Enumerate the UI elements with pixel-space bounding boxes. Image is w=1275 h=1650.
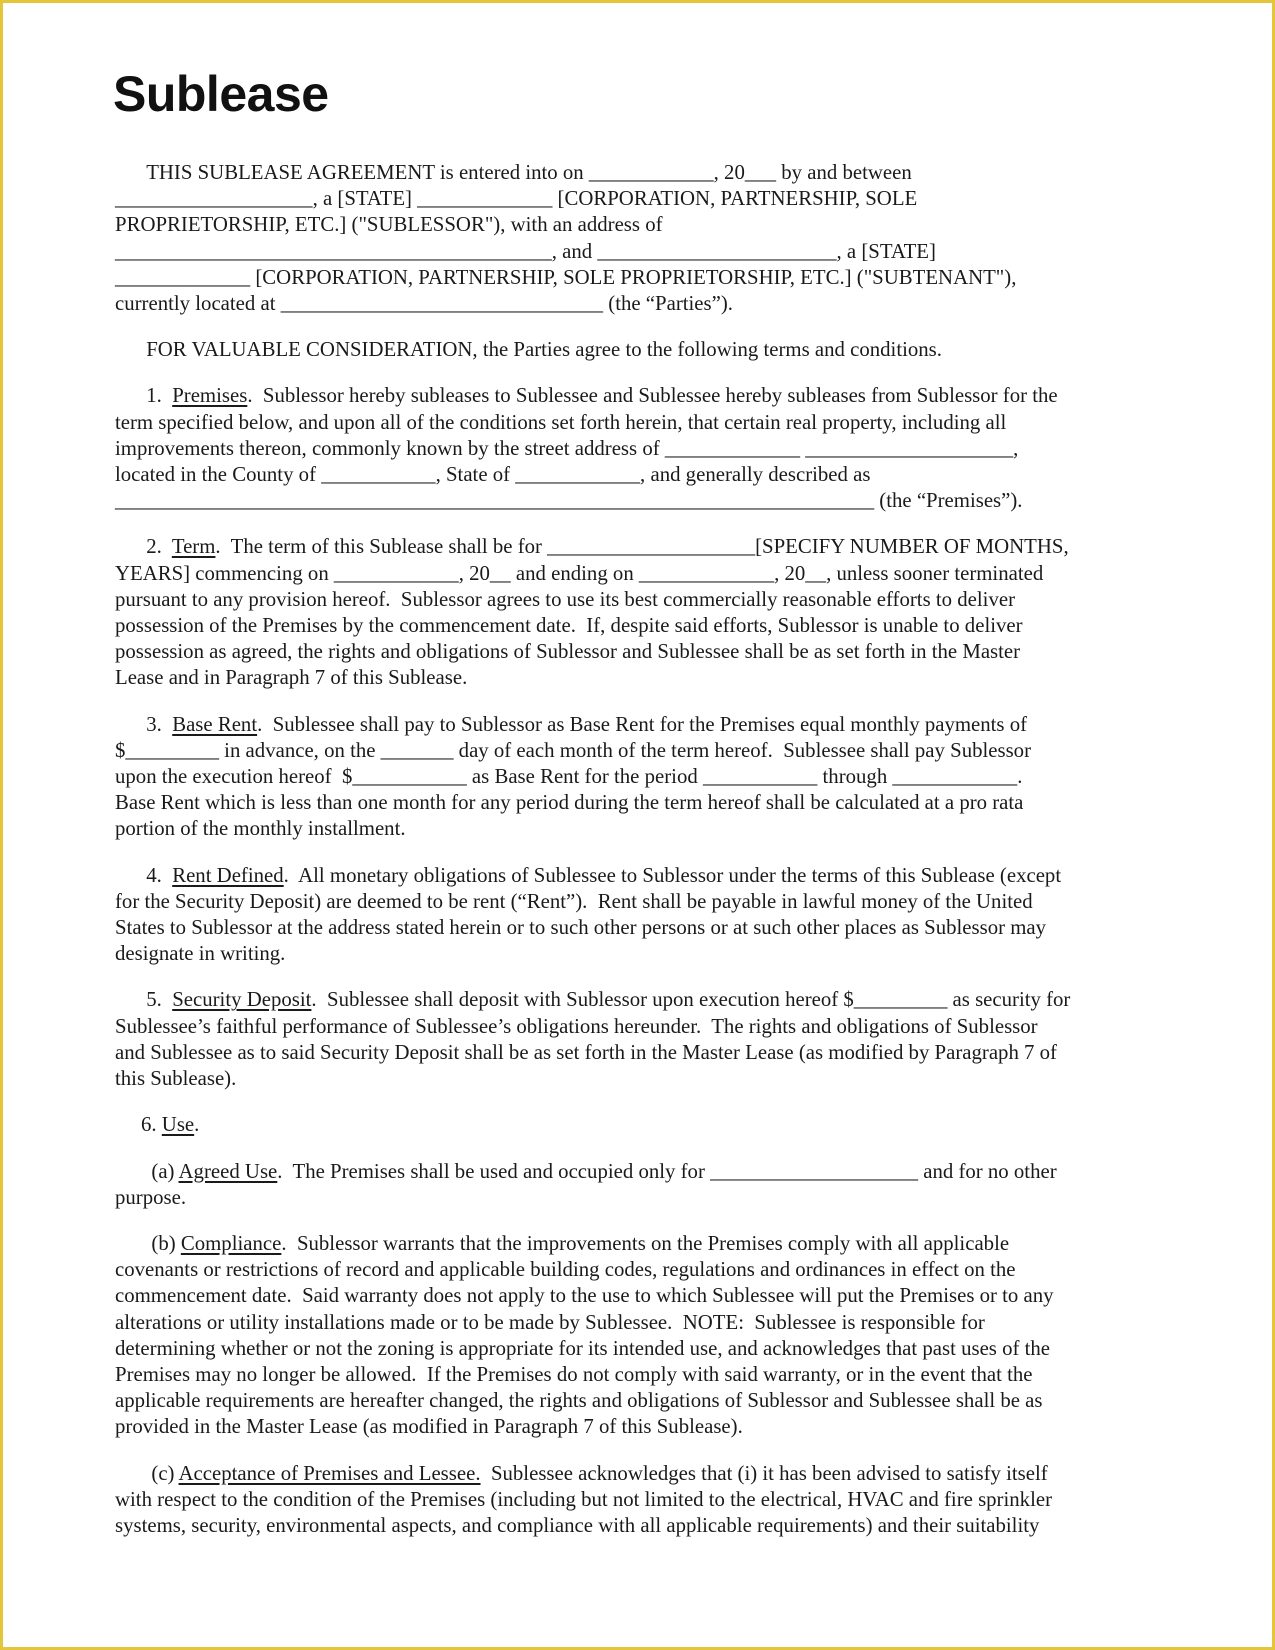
section-line: YEARS] commencing on ____________, 20__ and ending on _____________, 20__, unless sooner terminated (115, 561, 1044, 585)
section-heading: Security Deposit (172, 988, 312, 1012)
section-line: upon the execution hereof $___________ as Base Rent for the period ___________ through ____________. (115, 765, 1023, 789)
section-line: with respect to the condition of the Premises (including but not limited to the electrical, HVAC and fire sprinkler (115, 1487, 1052, 1511)
section-heading: Term (171, 535, 216, 559)
section-base-rent (115, 712, 1173, 843)
section-term (115, 534, 1173, 691)
section-rent-defined (115, 863, 1173, 968)
section-line: covenants or restrictions of record and applicable building codes, regulations and ordinances in effect on the (115, 1258, 1016, 1282)
intro-line: __________________________________________, and _______________________, a [STATE] (115, 239, 936, 263)
consideration-line: FOR VALUABLE CONSIDERATION, the Parties agree to the following terms and conditions. (115, 338, 942, 362)
section-text: Sublessee acknowledges that (i) it has been advised to satisfy itself (480, 1461, 1048, 1485)
section-heading: Base Rent (172, 712, 258, 736)
section-text: . Sublessor hereby subleases to Sublessee and Sublessee hereby subleases from Sublessor for the (247, 384, 1058, 408)
section-text: . The term of this Sublease shall be for ____________________[SPECIFY NUMBER OF MONTHS, (215, 535, 1069, 559)
section-heading: Compliance (180, 1231, 282, 1255)
section-security-deposit (115, 987, 1173, 1092)
section-line: and Sublessee as to said Security Deposit shall be as set forth in the Master Lease (as modified by Paragraph 7 of (115, 1040, 1057, 1064)
section-text: . Sublessee shall pay to Sublessor as Base Rent for the Premises equal monthly payments of (257, 712, 1028, 736)
section-first-line (115, 863, 1173, 889)
section-line: _________________________________________________________________________ (the “Premises”). (115, 489, 1023, 513)
section-line: portion of the monthly installment. (115, 817, 406, 841)
section-number: (c) (115, 1461, 179, 1485)
consideration-paragraph (115, 337, 1173, 363)
section-heading: Agreed Use (178, 1159, 278, 1183)
section-first-line (115, 534, 1173, 560)
section-first-line (115, 987, 1173, 1013)
section-text: . The Premises shall be used and occupied only for ____________________ and for no other (277, 1159, 1057, 1183)
section-text: . (194, 1113, 200, 1137)
section-number: 1. (115, 384, 173, 408)
intro-line: _____________ [CORPORATION, PARTNERSHIP, SOLE PROPRIETORSHIP, ETC.] ("SUBTENANT"), (115, 265, 1017, 289)
section-line: States to Sublessor at the address stated herein or to such other persons or at such other places as Sublessor may (115, 916, 1047, 940)
section-number: (b) (115, 1231, 181, 1255)
section-use (115, 1112, 1173, 1138)
intro-line: currently located at _______________________________ (the “Parties”). (115, 292, 733, 316)
section-line: located in the County of ___________, State of ____________, and generally described as (115, 463, 871, 487)
section-heading: Acceptance of Premises and Lessee. (178, 1461, 481, 1485)
section-line: $_________ in advance, on the _______ day of each month of the term hereof. Sublessee shall pay Sublessor (115, 738, 1032, 762)
section-line: this Sublease). (115, 1067, 237, 1091)
section-line: Lease and in Paragraph 7 of this Sublease. (115, 666, 468, 690)
section-first-line (115, 1159, 1173, 1185)
section-first-line (115, 1461, 1173, 1487)
subsection-agreed-use (115, 1159, 1173, 1211)
intro-line: ___________________, a [STATE] _____________ [CORPORATION, PARTNERSHIP, SOLE (115, 187, 918, 211)
section-line: provided in the Master Lease (as modified in Paragraph 7 of this Sublease). (115, 1415, 743, 1439)
section-line: Base Rent which is less than one month for any period during the term hereof shall be calculated at a pro rata (115, 791, 1024, 815)
intro-paragraph (115, 160, 1173, 317)
document-title: Sublease (113, 66, 329, 122)
section-number: 5. (115, 988, 173, 1012)
section-line: Premises may no longer be allowed. If the Premises do not comply with said warranty, or in the event that the (115, 1362, 1033, 1386)
section-number: (a) (115, 1159, 179, 1183)
section-heading: Use (161, 1113, 195, 1137)
intro-line: THIS SUBLEASE AGREEMENT is entered into on ____________, 20___ by and between (115, 161, 912, 184)
section-text: . All monetary obligations of Sublessee to Sublessor under the terms of this Sublease (except (283, 863, 1062, 887)
section-line: designate in writing. (115, 942, 286, 966)
subsection-acceptance (115, 1461, 1173, 1540)
section-line: improvements thereon, commonly known by the street address of _____________ ____________________, (115, 436, 1019, 460)
section-line: determining whether or not the zoning is appropriate for its intended use, and acknowledges that past uses of the (115, 1336, 1051, 1360)
section-line: alterations or utility installations made or to be made by Sublessee. NOTE: Sublessee is responsible for (115, 1310, 985, 1334)
section-line: possession of the Premises by the commencement date. If, despite said efforts, Sublessor is unable to deliver (115, 614, 1023, 638)
intro-line: PROPRIETORSHIP, ETC.] ("SUBLESSOR"), with an address of (115, 213, 663, 237)
section-line: Sublessee’s faithful performance of Sublessee’s obligations hereunder. The rights and obligations of Sublessor (115, 1014, 1038, 1038)
section-line: for the Security Deposit) are deemed to be rent (“Rent”). Rent shall be payable in lawful money of the United (115, 889, 1033, 913)
section-line: purpose. (115, 1185, 187, 1209)
section-heading: Rent Defined (172, 863, 284, 887)
section-number: 2. (115, 535, 172, 559)
document-body (115, 160, 1173, 1559)
section-first-line (115, 383, 1173, 409)
section-line: term specified below, and upon all of the conditions set forth herein, that certain real property, including all (115, 410, 1007, 434)
section-number: 6. (115, 1113, 162, 1137)
section-line: systems, security, environmental aspects, and compliance with all applicable requirements) and their suitability (115, 1513, 1040, 1537)
section-text: . Sublessor warrants that the improvements on the Premises comply with all applicable (281, 1231, 1010, 1255)
subsection-compliance (115, 1231, 1173, 1441)
section-number: 4. (115, 863, 173, 887)
section-number: 3. (115, 712, 173, 736)
section-line: possession as agreed, the rights and obligations of Sublessor and Sublessee shall be as set forth in the Master (115, 640, 1021, 664)
section-first-line (115, 712, 1173, 738)
section-line: applicable requirements are hereafter changed, the rights and obligations of Sublessor and Sublessee shall be as (115, 1389, 1043, 1413)
section-text: . Sublessee shall deposit with Sublessor upon execution hereof $_________ as security for (311, 988, 1071, 1012)
section-first-line (115, 1112, 1173, 1138)
section-heading: Premises (172, 384, 248, 408)
section-line: commencement date. Said warranty does not apply to the use to which Sublessee will put the Premises or to any (115, 1284, 1054, 1308)
section-premises (115, 383, 1173, 514)
section-line: pursuant to any provision hereof. Sublessor agrees to use its best commercially reasonable efforts to deliver (115, 587, 1015, 611)
section-first-line (115, 1231, 1173, 1257)
